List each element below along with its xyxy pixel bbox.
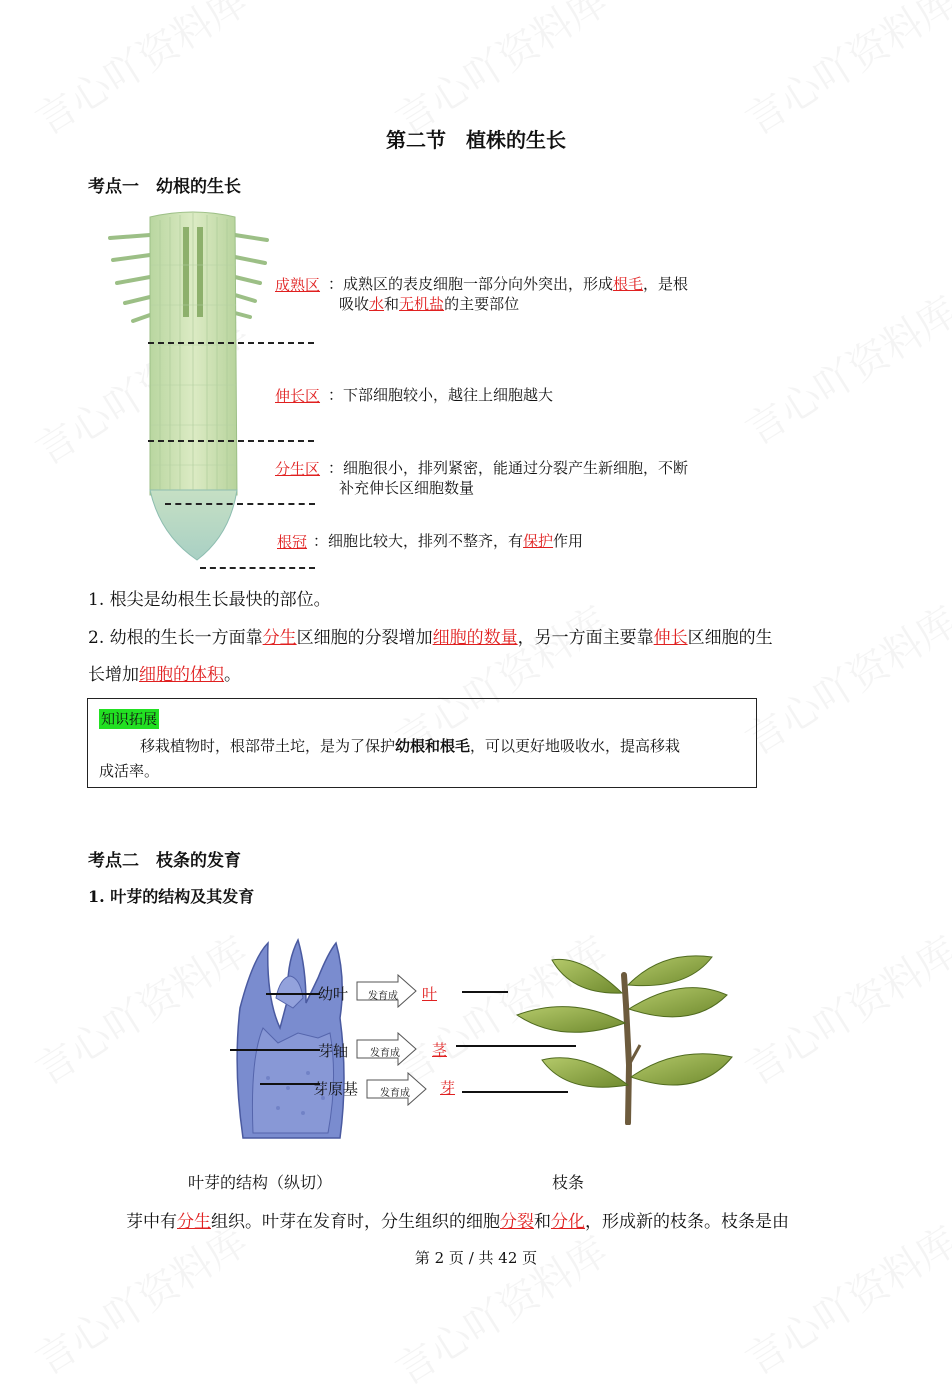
- zone-divider: [148, 342, 314, 344]
- bud-paragraph: 芽中有分生组织。叶芽在发育时，分生组织的细胞分裂和分化，形成新的枝条。枝条是由: [126, 1212, 789, 1232]
- watermark: [23, 1211, 257, 1387]
- watermark: [733, 921, 952, 1097]
- result-leaf: 叶: [422, 985, 438, 1003]
- bud-part-primordium: 芽原基: [313, 1080, 359, 1098]
- page-footer: 第 2 页 / 共 42 页: [414, 1249, 538, 1267]
- result-bud: 芽: [440, 1079, 456, 1097]
- section-heading-1: 考点一 幼根的生长: [88, 177, 241, 197]
- root-tip-illustration: [105, 205, 270, 565]
- page-title: 第二节 植株的生长: [386, 128, 566, 152]
- point-2: 2. 幼根的生长一方面靠分生区细胞的分裂增加细胞的数量，另一方面主要靠伸长区细胞的生: [88, 628, 773, 648]
- subheading-bud: 1. 叶芽的结构及其发育: [88, 887, 255, 906]
- watermark: [733, 591, 952, 767]
- zone-desc-elongation: ：下部细胞较小，越往上细胞越大: [328, 386, 554, 404]
- zone-divider: [165, 503, 315, 505]
- knowledge-line-2: 成活率。: [99, 762, 160, 780]
- bud-part-young-leaf: 幼叶: [318, 985, 349, 1003]
- zone-label-rootcap: 根冠: [277, 533, 308, 551]
- point-1: 1. 根尖是幼根生长最快的部位。: [88, 590, 331, 610]
- section-heading-2: 考点二 枝条的发育: [88, 851, 241, 871]
- result-stem: 茎: [432, 1041, 448, 1059]
- point-2-cont: 长增加细胞的体积。: [88, 665, 241, 685]
- zone-desc-meristem: ：细胞很小，排列紧密，能通过分裂产生新细胞，不断: [328, 459, 689, 477]
- knowledge-line-1: 移栽植物时，根部带土坨，是为了保护幼根和根毛，可以更好地吸收水，提高移栽: [140, 737, 681, 755]
- zone-label-elongation: 伸长区: [275, 387, 321, 405]
- arrow-label: 发育成: [368, 991, 398, 1002]
- arrow-label: 发育成: [370, 1048, 400, 1059]
- zone-desc-maturation-2: 吸收水和无机盐的主要部位: [339, 295, 520, 313]
- knowledge-tag: 知识拓展: [99, 709, 159, 729]
- watermark: [23, 921, 257, 1097]
- zone-desc-maturation: ：成熟区的表皮细胞一部分向外突出，形成根毛，是根: [328, 275, 689, 293]
- watermark: [733, 281, 952, 457]
- watermark: [733, 1211, 952, 1387]
- connector-line: [462, 991, 508, 993]
- zone-label-meristem: 分生区: [275, 460, 321, 478]
- bud-part-bud-axis: 芽轴: [318, 1042, 349, 1060]
- branch-illustration: [512, 945, 742, 1125]
- zone-label-maturation: 成熟区: [275, 276, 321, 294]
- zone-divider: [148, 440, 314, 442]
- zone-desc-rootcap: ：细胞比较大，排列不整齐，有保护作用: [313, 532, 584, 550]
- caption-branch: 枝条: [552, 1173, 585, 1192]
- zone-divider: [200, 567, 315, 569]
- zone-desc-meristem-2: 补充伸长区细胞数量: [339, 479, 475, 497]
- arrow-label: 发育成: [380, 1088, 410, 1099]
- caption-bud-structure: 叶芽的结构（纵切）: [188, 1173, 333, 1192]
